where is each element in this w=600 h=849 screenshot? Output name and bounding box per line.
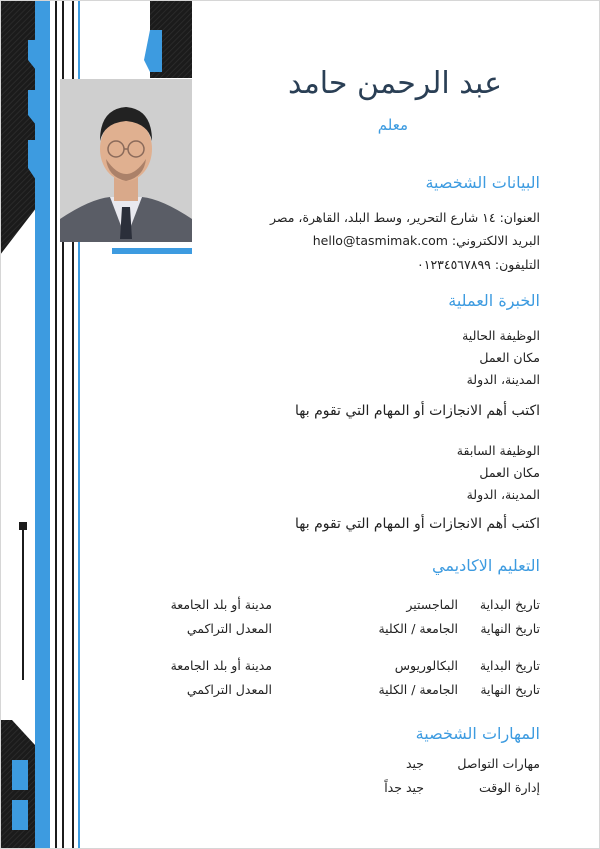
job-location: المدينة، الدولة bbox=[466, 487, 540, 502]
education-dates bbox=[480, 593, 540, 641]
job-description: اكتب أهم الانجازات أو المهام التي تقوم بها bbox=[295, 516, 540, 532]
address-line bbox=[270, 207, 540, 229]
education-details bbox=[171, 593, 272, 641]
section-title-skills: المهارات الشخصية bbox=[415, 724, 540, 743]
phone-value: ٠١٢٣٤٥٦٧٨٩٩ bbox=[417, 257, 491, 272]
end-date-label: تاريخ النهاية bbox=[480, 682, 540, 697]
education-dates bbox=[480, 654, 540, 702]
section-title-experience: الخبرة العملية bbox=[448, 291, 540, 310]
gpa: المعدل التراكمي bbox=[186, 621, 272, 636]
education-details bbox=[171, 654, 272, 702]
skill-level: جيد bbox=[405, 756, 424, 771]
phone-line bbox=[417, 254, 540, 276]
address-value: ١٤ شارع التحرير، وسط البلد، القاهرة، مصر bbox=[270, 210, 496, 225]
section-title-education: التعليم الاكاديمي bbox=[432, 556, 540, 575]
profile-photo bbox=[60, 79, 192, 242]
end-date-label: تاريخ النهاية bbox=[480, 621, 540, 636]
section-title-personal: البيانات الشخصية bbox=[425, 173, 540, 192]
email-label: البريد الالكتروني: bbox=[451, 233, 540, 248]
phone-label: التليفون: bbox=[494, 257, 540, 272]
skill-name: إدارة الوقت bbox=[478, 780, 540, 795]
start-date-label: تاريخ البداية bbox=[479, 597, 540, 612]
email-line bbox=[313, 230, 540, 252]
email-value[interactable]: hello@tasmimak.com bbox=[312, 233, 448, 248]
gpa: المعدل التراكمي bbox=[186, 682, 272, 697]
job-location: المدينة، الدولة bbox=[466, 372, 540, 387]
degree: الماجستير bbox=[406, 597, 458, 612]
skill-level: جيد جداً bbox=[384, 780, 424, 795]
skill-name: مهارات التواصل bbox=[457, 756, 540, 771]
job-position: الوظيفة السابقة bbox=[456, 443, 540, 458]
skill-levels bbox=[384, 752, 424, 800]
job-workplace: مكان العمل bbox=[479, 465, 540, 480]
education-degree bbox=[378, 593, 458, 641]
job-position: الوظيفة الحالية bbox=[462, 328, 540, 343]
institution: الجامعة / الكلية bbox=[378, 621, 458, 636]
full-name: عبد الرحمن حامد bbox=[287, 66, 502, 101]
education-degree bbox=[378, 654, 458, 702]
degree: البكالوريوس bbox=[394, 658, 458, 673]
skill-names bbox=[457, 752, 540, 800]
job-title: معلم bbox=[377, 116, 408, 134]
university-city: مدينة أو بلد الجامعة bbox=[170, 597, 272, 612]
job-description: اكتب أهم الانجازات أو المهام التي تقوم بها bbox=[295, 403, 540, 419]
university-city: مدينة أو بلد الجامعة bbox=[170, 658, 272, 673]
institution: الجامعة / الكلية bbox=[378, 682, 458, 697]
job-workplace: مكان العمل bbox=[479, 350, 540, 365]
address-label: العنوان: bbox=[499, 210, 540, 225]
start-date-label: تاريخ البداية bbox=[479, 658, 540, 673]
